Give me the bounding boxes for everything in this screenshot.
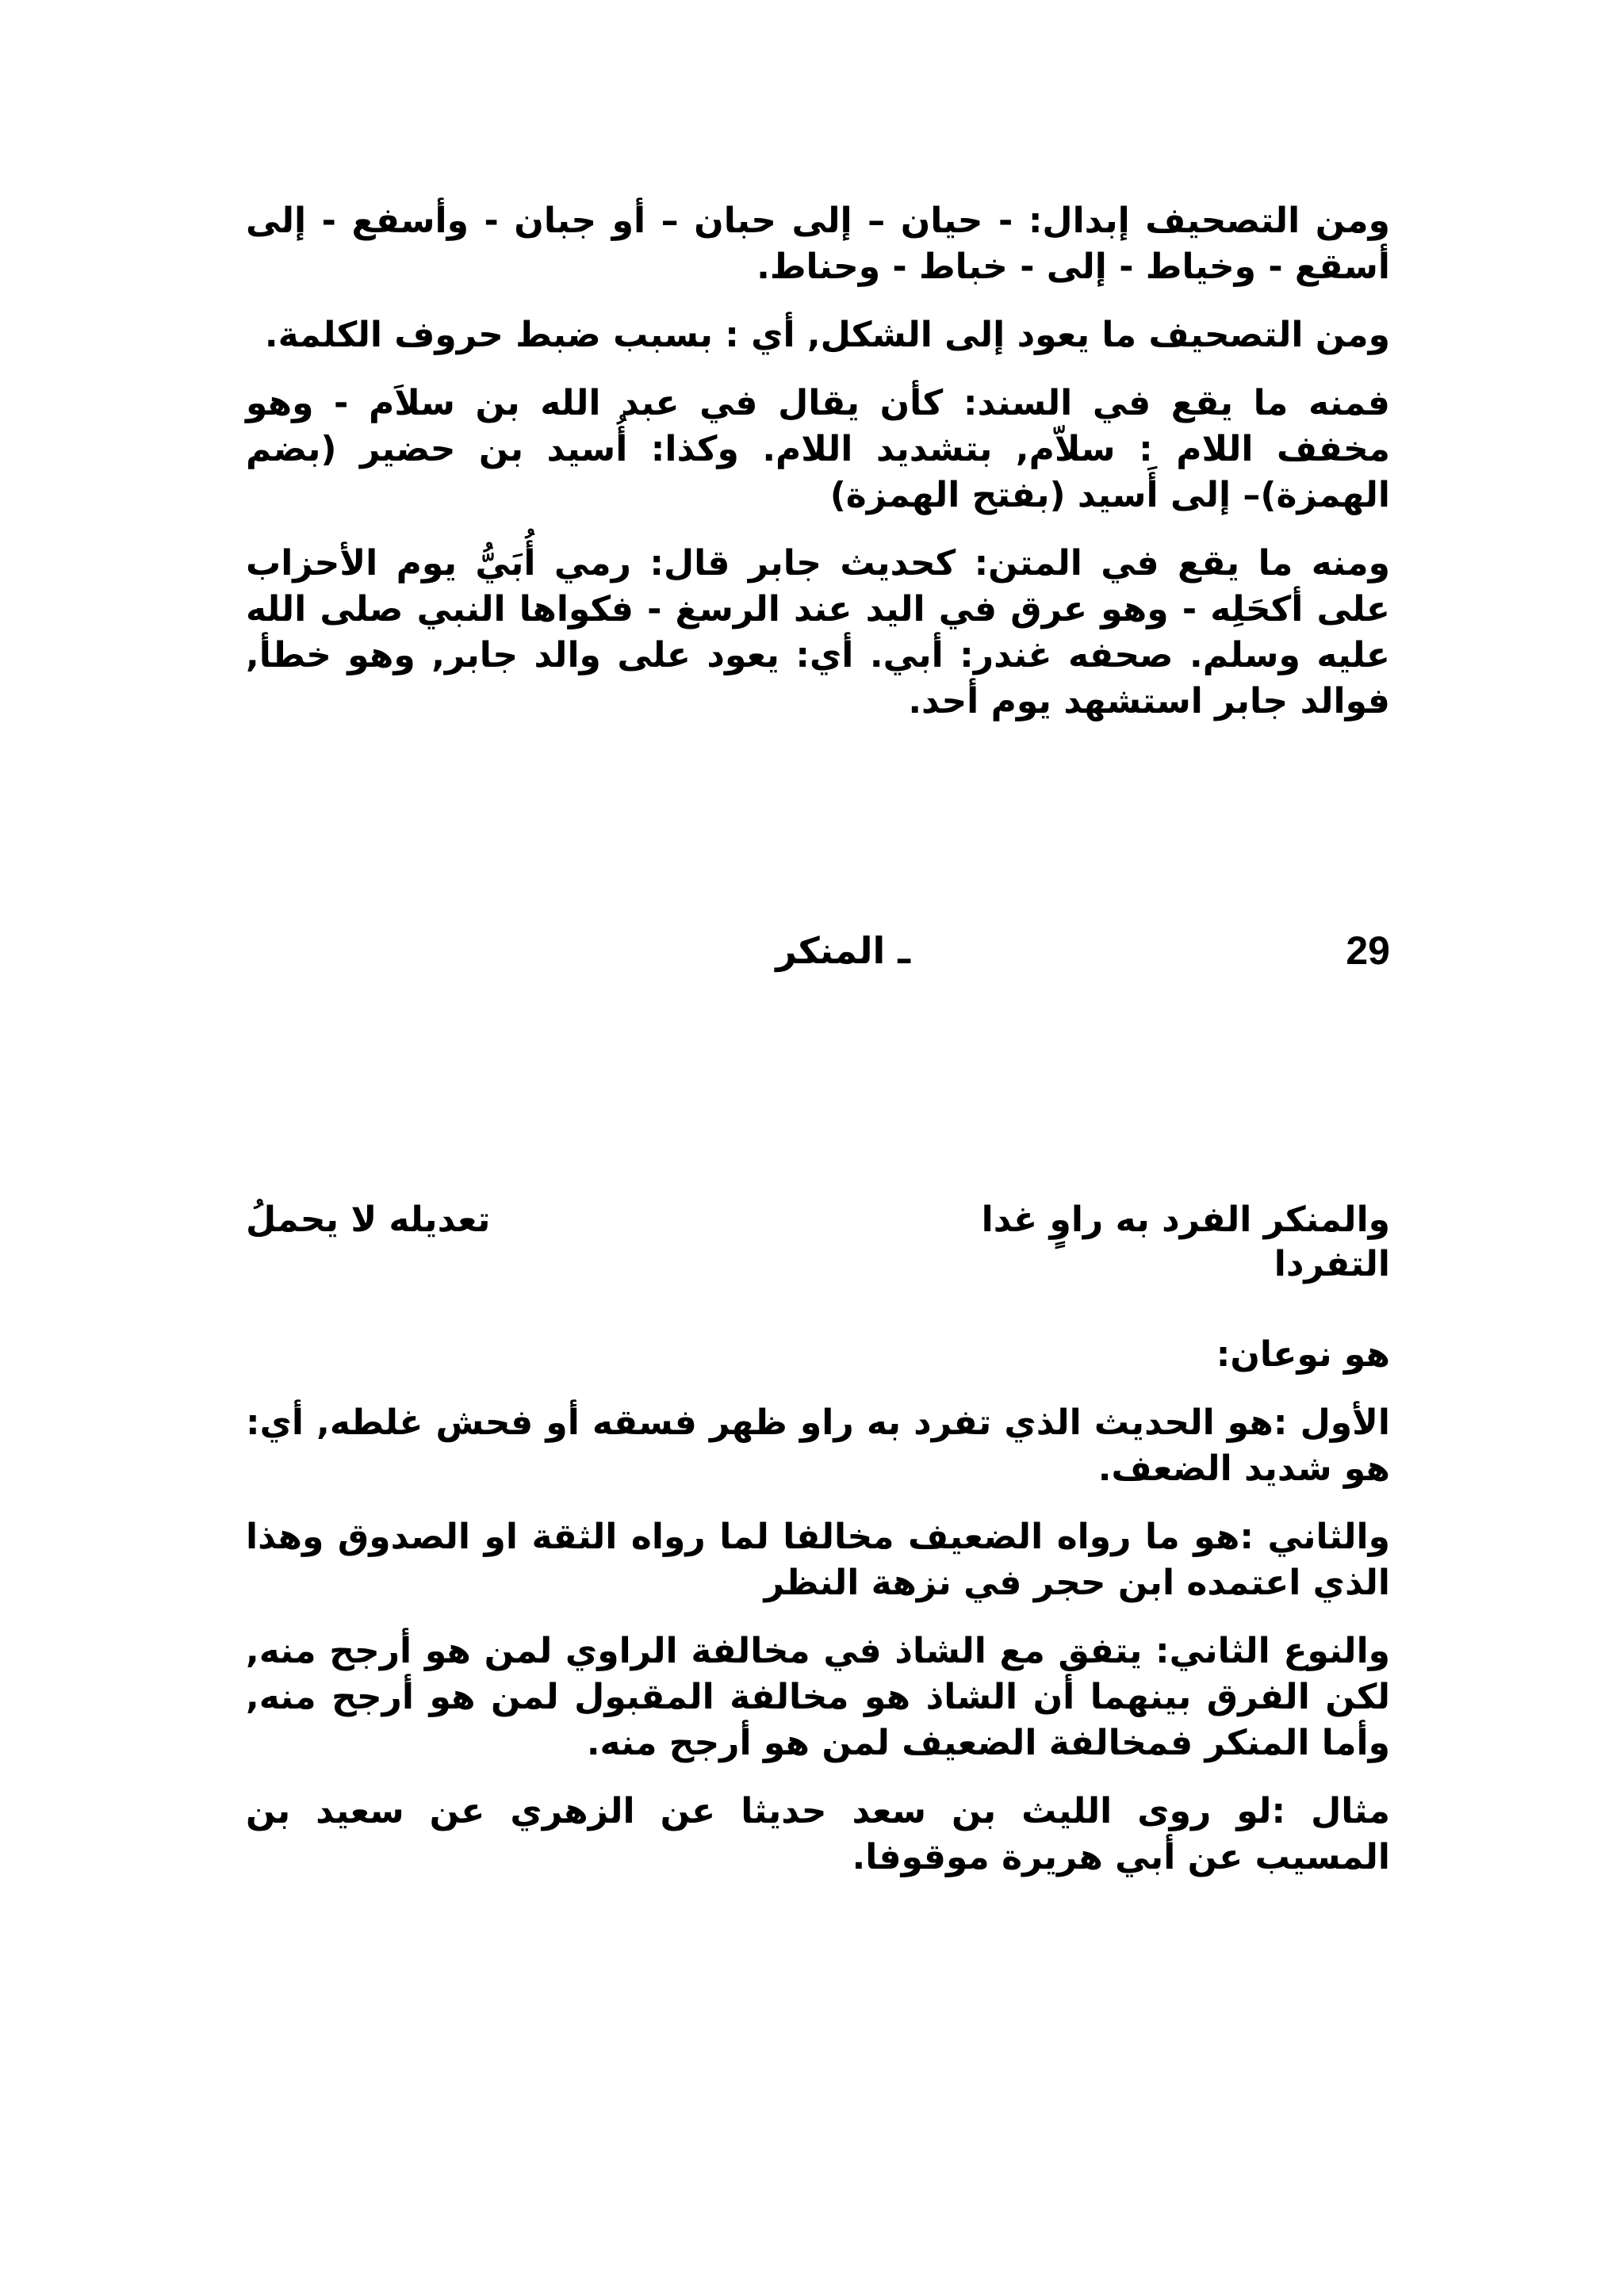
- paragraph-sanad-example: فمنه ما يقع في السند: كأن يقال في عبد الله بن سلاَم - وهو مخفف اللام : سلاّم, بتشديد اللام. وكذا: أُسيد بن حضير (بضم الهمزة)– إلى أَسيد (بفتح الهمزة): [246, 383, 1390, 515]
- paragraph-first-type: الأول :هو الحديث الذي تفرد به راو ظهر فسقه أو فحش غلطه, أي: هو شديد الضعف.: [246, 1402, 1390, 1489]
- section-heading: [246, 928, 1390, 983]
- paragraph-example: مثال :لو روى الليث بن سعد حديثا عن الزهري عن سعيد بن المسيب عن أبي هريرة موقوفا.: [246, 1791, 1390, 1877]
- section-title: ـ المنكر: [776, 929, 910, 972]
- lower-text-block: [246, 1332, 1390, 1903]
- poem-first-hemistich: والمنكر الفرد به راوٍ غدا: [981, 1200, 1390, 1240]
- paragraph-tashif-shakl: ومن التصحيف ما يعود إلى الشكل, أي : بسبب ضبط حروف الكلمة.: [264, 315, 1390, 355]
- paragraph-two-types: هو نوعان:: [1216, 1334, 1390, 1375]
- paragraph-second-type: والثاني :هو ما رواه الضعيف مخالفا لما رواه الثقة او الصدوق وهذا الذي اعتمده ابن حجر في نزهة النظر: [246, 1517, 1390, 1603]
- poem-tail: التفردا: [1274, 1244, 1390, 1284]
- upper-text-block: [246, 198, 1390, 747]
- paragraph-matn-example: ومنه ما يقع في المتن: كحديث جابر قال: رمي أُبَيُّ يوم الأحزاب على أكحَلِه - وهو عرق في اليد عند الرسغ - فكواها النبي صلى الله عليه وسلم. صحفه غندر: أبي. أي: يعود على والد جابر, وهو خطأ, فوالد جابر استشهد يوم أحد.: [246, 543, 1390, 721]
- section-number: 29: [1346, 928, 1390, 973]
- paragraph-shadh-comparison: والنوع الثاني: يتفق مع الشاذ في مخالفة الراوي لمن هو أرجح منه, لكن الفرق بينهما أن الشاذ هو مخالفة المقبول لمن هو أرجح منه, وأما المنكر فمخالفة الضعيف لمن هو أرجح منه.: [246, 1631, 1390, 1763]
- paragraph-tashif-ibdal: ومن التصحيف إبدال: - حيان – إلى حبان – أو جبان - وأسفع - إلى أسقع - وخياط - إلى - خباط - وحناط.: [246, 201, 1390, 287]
- poem-second-hemistich: تعديله لا يحملُ: [246, 1200, 491, 1240]
